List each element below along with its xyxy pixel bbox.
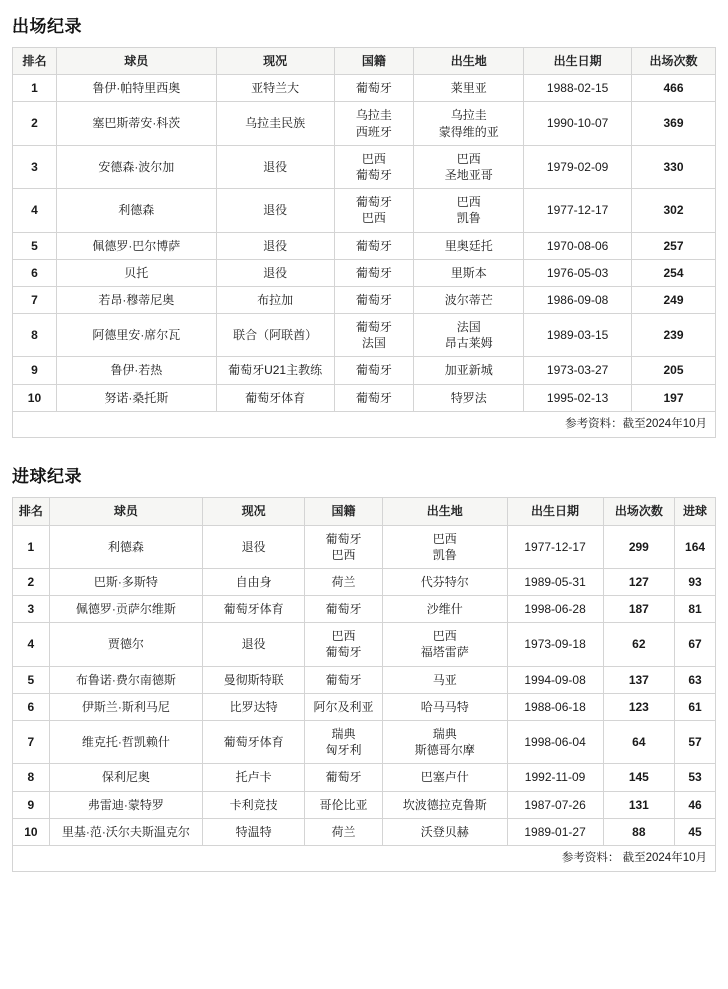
cell-rank: 2 [13,568,50,595]
cell-player: 伊斯兰·斯利马尼 [49,693,202,720]
column-header-birthplace: 出生地 [382,498,507,525]
cell-nation [305,623,383,666]
cell-nation-line: 哥伦比亚 [319,797,368,812]
cell-status: 联合（阿联酋） [216,314,334,357]
column-header-nation: 国籍 [305,498,383,525]
cell-birthplace-line: 巴西 [432,531,457,546]
cell-apps: 187 [603,596,675,623]
cell-rank: 4 [13,623,50,666]
cell-birthdate: 1989-05-31 [507,568,603,595]
cell-birthplace-line: 特罗法 [450,390,487,405]
goals-footnote: 参考资料： 截至2024年10月 [13,845,716,872]
cell-birthdate: 1977-12-17 [524,189,632,232]
cell-nation [334,314,414,357]
column-header-player: 球员 [56,48,216,75]
cell-birthplace-line: 巴西 [456,151,481,166]
cell-birthdate: 1979-02-09 [524,145,632,188]
cell-nation [334,102,414,145]
cell-status: 退役 [216,232,334,259]
cell-nation-line: 葡萄牙 [325,672,362,687]
cell-birthdate: 1976-05-03 [524,259,632,286]
table-row [13,721,716,764]
table-row [13,666,716,693]
cell-apps: 249 [632,286,716,313]
cell-birthdate: 1977-12-17 [507,525,603,568]
cell-nation-line: 葡萄牙 [355,167,392,182]
cell-birthplace [382,623,507,666]
cell-rank: 10 [13,818,50,845]
cell-apps: 302 [632,189,716,232]
cell-status: 乌拉圭民族 [216,102,334,145]
cell-apps: 369 [632,102,716,145]
cell-nation [334,75,414,102]
cell-birthdate: 1994-09-08 [507,666,603,693]
cell-goals: 57 [675,721,716,764]
table-row [13,791,716,818]
cell-birthplace [414,102,524,145]
cell-player: 佩德罗·贡萨尔维斯 [49,596,202,623]
table-row [13,384,716,411]
cell-nation-line: 荷兰 [331,574,356,589]
cell-goals: 61 [675,693,716,720]
cell-player: 若昂·穆蒂尼奥 [56,286,216,313]
cell-birthplace-line: 斯德哥尔摩 [414,743,475,758]
cell-birthplace [414,75,524,102]
cell-birthplace [414,314,524,357]
column-header-nation: 国籍 [334,48,414,75]
cell-nation-line: 葡萄牙 [355,320,392,335]
cell-birthplace [414,232,524,259]
cell-birthdate: 1989-01-27 [507,818,603,845]
cell-apps: 466 [632,75,716,102]
cell-player: 保利尼奥 [49,764,202,791]
cell-nation [305,764,383,791]
cell-status: 托卢卡 [203,764,305,791]
cell-apps: 205 [632,357,716,384]
cell-nation-line: 法国 [361,336,386,351]
cell-nation-line: 葡萄牙 [325,645,362,660]
cell-nation-line: 葡萄牙 [355,238,392,253]
cell-nation [305,596,383,623]
table-row [13,75,716,102]
cell-player: 里基·范·沃尔夫斯温克尔 [49,818,202,845]
cell-nation-line: 匈牙利 [325,743,362,758]
cell-status: 曼彻斯特联 [203,666,305,693]
cell-birthplace-line: 瑞典 [432,727,457,742]
cell-apps: 254 [632,259,716,286]
cell-birthplace-line: 代芬特尔 [420,574,469,589]
table-row [13,764,716,791]
cell-nation-line: 葡萄牙 [325,770,362,785]
cell-birthdate: 1990-10-07 [524,102,632,145]
cell-nation-line: 葡萄牙 [355,292,392,307]
table-row [13,693,716,720]
cell-birthdate: 1986-09-08 [524,286,632,313]
cell-apps: 330 [632,145,716,188]
goals-table [12,497,716,872]
cell-player: 布鲁诺·费尔南德斯 [49,666,202,693]
cell-player: 贝托 [56,259,216,286]
cell-birthplace-line: 马亚 [432,672,457,687]
cell-rank: 5 [13,666,50,693]
cell-goals: 93 [675,568,716,595]
cell-nation-line: 葡萄牙 [325,602,362,617]
cell-birthplace [382,818,507,845]
cell-goals: 81 [675,596,716,623]
cell-nation-line: 瑞典 [331,727,356,742]
cell-goals: 45 [675,818,716,845]
cell-nation-line: 葡萄牙 [355,81,392,96]
cell-birthplace-line: 哈马马特 [420,699,469,714]
cell-birthplace [414,286,524,313]
table-row [13,818,716,845]
table-row [13,189,716,232]
cell-rank: 10 [13,384,57,411]
column-header-birthdate: 出生日期 [507,498,603,525]
cell-player: 鲁伊·帕特里西奥 [56,75,216,102]
cell-birthplace [414,384,524,411]
cell-birthplace-line: 加亚新城 [444,363,493,378]
cell-rank: 6 [13,693,50,720]
table-header-row [13,48,716,75]
cell-nation-line: 巴西 [331,547,356,562]
cell-birthplace [414,357,524,384]
cell-apps: 88 [603,818,675,845]
cell-rank: 7 [13,721,50,764]
cell-goals: 67 [675,623,716,666]
cell-birthplace-line: 波尔蒂芒 [444,292,493,307]
cell-birthplace [414,145,524,188]
cell-birthplace-line: 凯鲁 [456,211,481,226]
cell-apps: 64 [603,721,675,764]
cell-rank: 8 [13,314,57,357]
cell-birthplace-line: 里奥廷托 [444,238,493,253]
cell-goals: 63 [675,666,716,693]
cell-birthplace-line: 圣地亚哥 [444,167,493,182]
table-row [13,357,716,384]
cell-status: 布拉加 [216,286,334,313]
cell-goals: 46 [675,791,716,818]
cell-birthdate: 1988-06-18 [507,693,603,720]
appearances-footnote: 参考资料：截至2024年10月 [13,411,716,438]
cell-nation [334,384,414,411]
cell-birthplace-line: 昂古莱姆 [444,336,493,351]
cell-birthplace [382,666,507,693]
cell-rank: 5 [13,232,57,259]
cell-birthdate: 1995-02-13 [524,384,632,411]
column-header-apps: 出场次数 [632,48,716,75]
table-row [13,525,716,568]
cell-player: 佩德罗·巴尔博萨 [56,232,216,259]
cell-status: 卡利竞技 [203,791,305,818]
cell-status: 比罗达特 [203,693,305,720]
cell-nation [334,357,414,384]
cell-player: 弗雷迪·蒙特罗 [49,791,202,818]
cell-rank: 8 [13,764,50,791]
cell-birthplace-line: 巴塞卢什 [420,770,469,785]
cell-birthplace [382,596,507,623]
cell-status: 葡萄牙U21主教练 [216,357,334,384]
cell-nation-line: 巴西 [331,629,356,644]
cell-apps: 123 [603,693,675,720]
cell-nation-line: 葡萄牙 [325,531,362,546]
cell-player: 塞巴斯蒂安·科茨 [56,102,216,145]
cell-birthplace-line: 巴西 [456,195,481,210]
cell-rank: 6 [13,259,57,286]
cell-birthplace [382,721,507,764]
column-header-apps: 出场次数 [603,498,675,525]
column-header-status: 现况 [203,498,305,525]
cell-apps: 127 [603,568,675,595]
cell-goals: 164 [675,525,716,568]
cell-rank: 1 [13,75,57,102]
cell-nation-line: 巴西 [361,151,386,166]
cell-rank: 7 [13,286,57,313]
table-row [13,232,716,259]
cell-nation [305,666,383,693]
cell-nation-line: 阿尔及利亚 [313,699,374,714]
table-row [13,286,716,313]
table-row [13,259,716,286]
cell-birthdate: 1992-11-09 [507,764,603,791]
column-header-rank: 排名 [13,498,50,525]
cell-birthdate: 1988-02-15 [524,75,632,102]
cell-birthplace [414,189,524,232]
cell-birthplace-line: 里斯本 [450,265,487,280]
cell-nation-line: 葡萄牙 [355,363,392,378]
cell-status: 退役 [216,145,334,188]
cell-player: 利德森 [49,525,202,568]
cell-birthplace [382,568,507,595]
cell-nation [334,232,414,259]
cell-apps: 197 [632,384,716,411]
column-header-birthdate: 出生日期 [524,48,632,75]
cell-nation [334,286,414,313]
cell-rank: 3 [13,145,57,188]
cell-nation [305,568,383,595]
column-header-birthplace: 出生地 [414,48,524,75]
cell-status: 退役 [203,623,305,666]
column-header-goals: 进球 [675,498,716,525]
table-row [13,623,716,666]
table-footnote-row [13,411,716,438]
cell-status: 葡萄牙体育 [203,596,305,623]
cell-apps: 62 [603,623,675,666]
cell-nation-line: 葡萄牙 [355,195,392,210]
table-row [13,568,716,595]
column-header-status: 现况 [216,48,334,75]
cell-player: 维克托·哲凯赖什 [49,721,202,764]
cell-apps: 299 [603,525,675,568]
appearances-title: 出场纪录 [12,17,82,36]
goals-title: 进球纪录 [12,467,82,487]
cell-nation-line: 葡萄牙 [355,265,392,280]
table-header-row [13,498,716,525]
cell-birthplace [382,764,507,791]
column-header-rank: 排名 [13,48,57,75]
cell-birthplace [382,791,507,818]
cell-birthplace-line: 沃登贝赫 [420,824,469,839]
table-footnote-row [13,845,716,872]
cell-nation-line: 乌拉圭 [355,108,392,123]
cell-nation [305,721,383,764]
cell-nation-line: 西班牙 [355,124,392,139]
cell-player: 安德森·波尔加 [56,145,216,188]
cell-status: 退役 [216,259,334,286]
cell-birthplace [414,259,524,286]
cell-nation [305,693,383,720]
cell-birthplace-line: 蒙得维的亚 [438,124,499,139]
cell-birthplace-line: 福塔雷萨 [420,645,469,660]
cell-player: 努诺·桑托斯 [56,384,216,411]
cell-apps: 145 [603,764,675,791]
cell-rank: 9 [13,357,57,384]
cell-nation [305,818,383,845]
cell-birthdate: 1970-08-06 [524,232,632,259]
cell-status: 特温特 [203,818,305,845]
cell-rank: 1 [13,525,50,568]
cell-rank: 3 [13,596,50,623]
cell-rank: 9 [13,791,50,818]
cell-apps: 131 [603,791,675,818]
cell-apps: 239 [632,314,716,357]
appearances-table [12,47,716,438]
cell-birthplace [382,693,507,720]
cell-nation [305,525,383,568]
cell-birthplace-line: 法国 [456,320,481,335]
cell-rank: 2 [13,102,57,145]
cell-status: 葡萄牙体育 [216,384,334,411]
cell-status: 亚特兰大 [216,75,334,102]
cell-player: 阿德里安·席尔瓦 [56,314,216,357]
cell-player: 贾德尔 [49,623,202,666]
table-row [13,102,716,145]
cell-nation [305,791,383,818]
cell-nation-line: 葡萄牙 [355,390,392,405]
cell-player: 巴斯·多斯特 [49,568,202,595]
table-row [13,314,716,357]
cell-player: 利德森 [56,189,216,232]
cell-player: 鲁伊·若热 [56,357,216,384]
table-row [13,596,716,623]
table-row [13,145,716,188]
cell-status: 退役 [216,189,334,232]
cell-status: 退役 [203,525,305,568]
cell-birthplace [382,525,507,568]
column-header-player: 球员 [49,498,202,525]
cell-nation [334,259,414,286]
cell-birthplace-line: 莱里亚 [450,81,487,96]
cell-status: 自由身 [203,568,305,595]
cell-nation-line: 巴西 [361,211,386,226]
cell-birthplace-line: 沙维什 [426,602,463,617]
cell-status: 葡萄牙体育 [203,721,305,764]
cell-rank: 4 [13,189,57,232]
cell-apps: 257 [632,232,716,259]
cell-apps: 137 [603,666,675,693]
cell-birthdate: 1998-06-28 [507,596,603,623]
cell-birthdate: 1973-03-27 [524,357,632,384]
cell-birthplace-line: 巴西 [432,629,457,644]
cell-birthplace-line: 乌拉圭 [450,108,487,123]
cell-nation-line: 荷兰 [331,824,356,839]
cell-goals: 53 [675,764,716,791]
cell-birthdate: 1989-03-15 [524,314,632,357]
cell-birthplace-line: 凯鲁 [432,547,457,562]
cell-nation [334,189,414,232]
cell-birthdate: 1987-07-26 [507,791,603,818]
cell-birthplace-line: 坎波德拉克鲁斯 [402,797,487,812]
cell-birthdate: 1973-09-18 [507,623,603,666]
cell-nation [334,145,414,188]
cell-birthdate: 1998-06-04 [507,721,603,764]
